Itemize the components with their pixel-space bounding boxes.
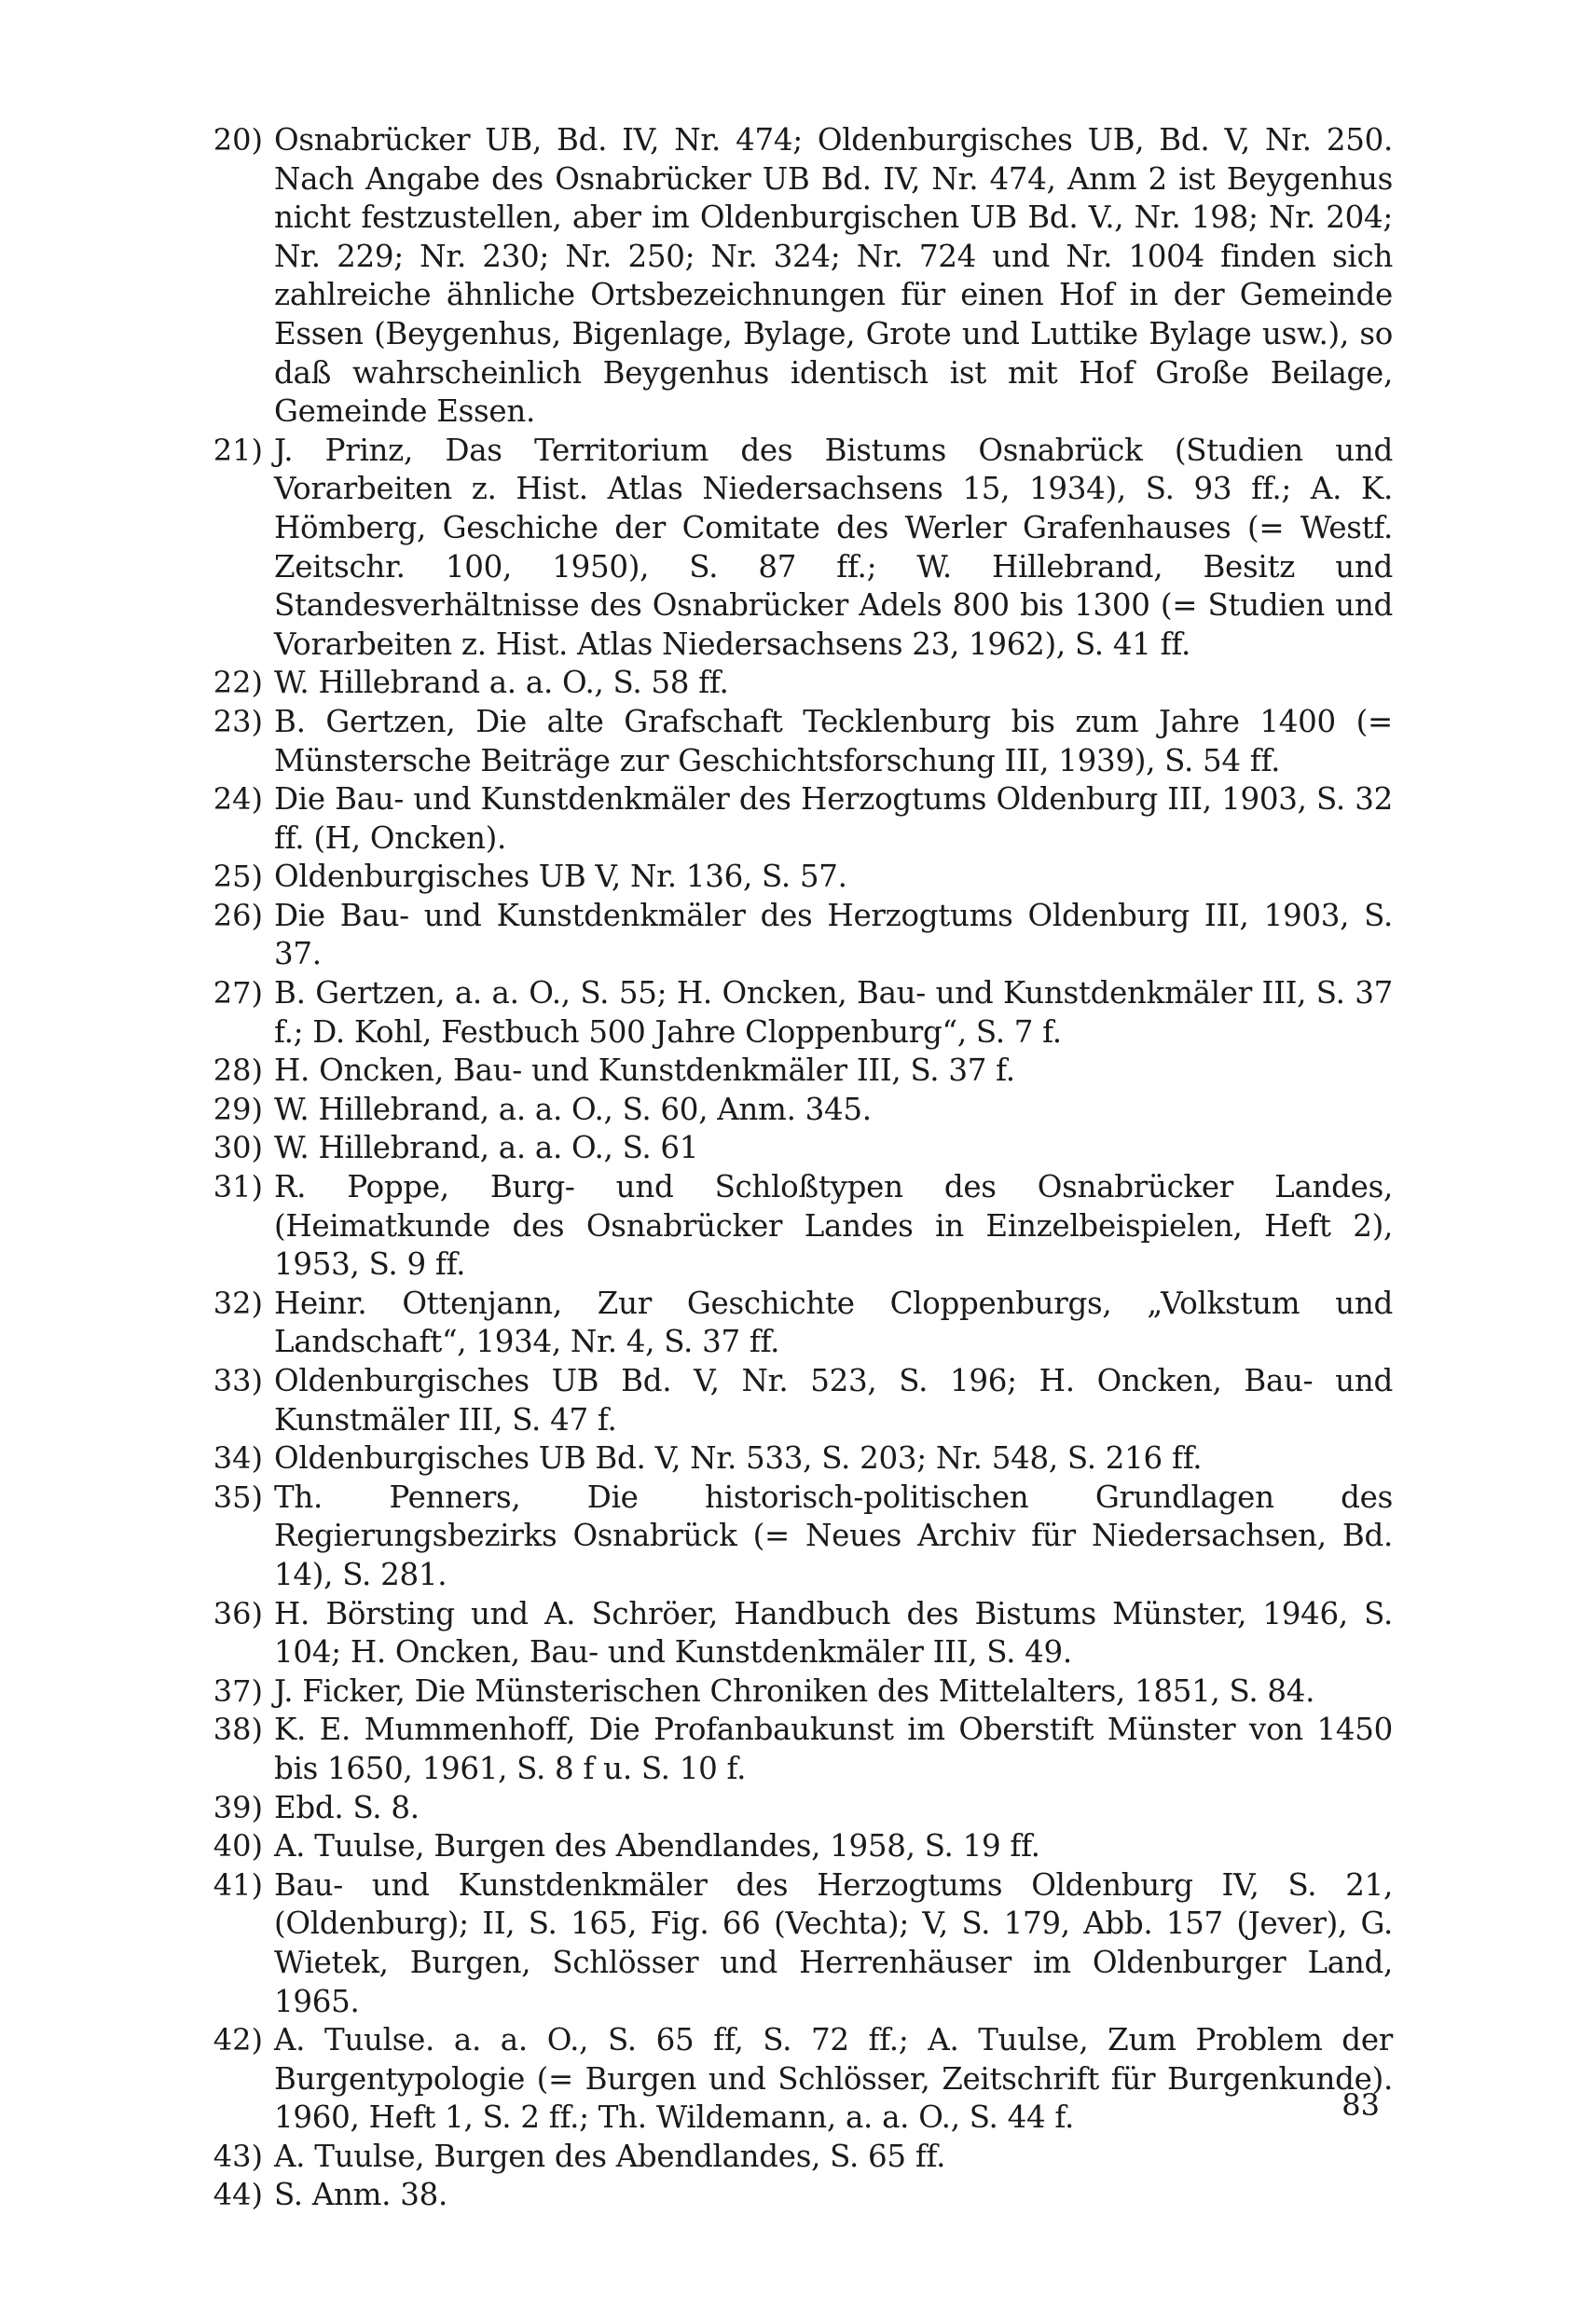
footnote-number: 30): [213, 1130, 263, 1166]
footnote-number: 29): [213, 1091, 263, 1127]
footnote-text: R. Poppe, Burg- und Schloßtypen des Osnabrücker Landes, (Heimatkunde des Osnabrücker Landes in Einzelbeispielen, Heft 2), 1953, S. 9 ff.: [274, 1169, 1393, 1283]
footnote-number: 25): [213, 859, 263, 895]
footnote-entry: [198, 1672, 1382, 1712]
footnotes-list: [198, 121, 1393, 2215]
footnote-entry: [198, 1168, 1393, 1285]
footnote-entry: [198, 432, 1393, 665]
footnote-text: J. Prinz, Das Territorium des Bistums Osnabrück (Studien und Vorarbeiten z. Hist. Atlas Niedersachsens 15, 1934), S. 93 ff.; A. K. Hömberg, Geschiche der Comitate des Werler Grafenhauses (= Westf. Zeitschr. 100, 1950), S. 87 ff.; W. Hillebrand, Besitz und Standesverhältnisse des Osnabrücker Adels 800 bis 1300 (= Studien und Vorarbeiten z. Hist. Atlas Niedersachsens 23, 1962), S. 41 ff.: [274, 432, 1393, 662]
footnote-entry: [198, 780, 1393, 858]
footnote-entry: [198, 1711, 1393, 1788]
footnote-text: Oldenburgisches UB Bd. V, Nr. 533, S. 203; Nr. 548, S. 216 ff.: [274, 1440, 1203, 1477]
footnote-number: 40): [213, 1828, 263, 1865]
footnote-text: Bau- und Kunstdenkmäler des Herzogtums Oldenburg IV, S. 21, (Oldenburg); II, S. 165, Fig. 66 (Vechta); V, S. 179, Abb. 157 (Jever), G. Wietek, Burgen, Schlösser und Herrenhäuser im Oldenburger Land, 1965.: [274, 1866, 1393, 2019]
footnote-entry: [198, 1439, 1382, 1479]
footnote-text: W. Hillebrand, a. a. O., S. 60, Anm. 345.: [274, 1091, 872, 1127]
footnote-number: 32): [213, 1285, 263, 1321]
footnote-number: 23): [213, 703, 263, 739]
footnote-entry: [198, 1129, 1382, 1168]
footnote-text: Die Bau- und Kunstdenkmäler des Herzogtums Oldenburg III, 1903, S. 32 ff. (H, Oncken).: [274, 781, 1393, 856]
footnote-entry: [198, 1479, 1393, 1595]
footnote-text: Oldenburgisches UB Bd. V, Nr. 523, S. 196; H. Oncken, Bau- und Kunstmäler III, S. 47 f.: [274, 1363, 1393, 1438]
footnote-number: 26): [213, 897, 263, 933]
footnote-entry: [198, 1789, 1382, 1828]
footnote-number: 34): [213, 1440, 263, 1477]
footnote-number: 38): [213, 1712, 263, 1748]
footnote-number: 28): [213, 1053, 263, 1089]
footnote-number: 27): [213, 975, 263, 1012]
footnote-text: A. Tuulse, Burgen des Abendlandes, S. 65 ff.: [274, 2138, 946, 2174]
footnote-entry: [198, 121, 1393, 432]
footnote-entry: [198, 1052, 1382, 1091]
footnote-entry: [198, 858, 1382, 897]
footnote-entry: [198, 897, 1393, 974]
footnote-text: A. Tuulse. a. a. O., S. 65 ff, S. 72 ff.; A. Tuulse, Zum Problem der Burgentypologie (= Burgen und Schlösser, Zeitschrift für Burgenkunde). 1960, Heft 1, S. 2 ff.; Th. Wildemann, a. a. O., S. 44 f.: [274, 2022, 1393, 2136]
footnote-number: 41): [213, 1866, 263, 1903]
footnote-entry: [198, 703, 1393, 780]
footnote-text: Die Bau- und Kunstdenkmäler des Herzogtums Oldenburg III, 1903, S. 37.: [274, 897, 1393, 972]
footnote-number: 39): [213, 1789, 263, 1825]
footnote-text: H. Börsting und A. Schröer, Handbuch des Bistums Münster, 1946, S. 104; H. Oncken, Bau- und Kunstdenkmäler III, S. 49.: [274, 1595, 1393, 1671]
footnote-text: B. Gertzen, Die alte Grafschaft Tecklenburg bis zum Jahre 1400 (= Münstersche Beiträge zur Geschichtsforschung III, 1939), S. 54 ff.: [274, 703, 1393, 778]
footnote-entry: [198, 1285, 1393, 1362]
footnote-number: 43): [213, 2138, 263, 2174]
footnote-entry: [198, 2021, 1393, 2138]
footnote-number: 33): [213, 1363, 263, 1398]
footnote-entry: [198, 1866, 1393, 2021]
footnote-entry: [198, 1595, 1393, 1672]
page-number: 83: [1341, 2087, 1380, 2123]
footnote-entry: [198, 1091, 1382, 1130]
footnote-text: B. Gertzen, a. a. O., S. 55; H. Oncken, Bau- und Kunstdenkmäler III, S. 37 f.; D. Kohl, Festbuch 500 Jahre Cloppenburg“, S. 7 f.: [274, 975, 1393, 1050]
footnote-text: S. Anm. 38.: [274, 2177, 448, 2213]
footnote-text: Oldenburgisches UB V, Nr. 136, S. 57.: [274, 859, 847, 895]
footnote-text: Osnabrücker UB, Bd. IV, Nr. 474; Oldenburgisches UB, Bd. V, Nr. 250. Nach Angabe des Osnabrücker UB Bd. IV, Nr. 474, Anm 2 ist Beygenhus nicht festzustellen, aber im Oldenburgischen UB Bd. V., Nr. 198; Nr. 204; Nr. 229; Nr. 230; Nr. 250; Nr. 324; Nr. 724 und Nr. 1004 finden sich zahlreiche ähnliche Ortsbezeichnungen für einen Hof in der Gemeinde Essen (Beygenhus, Bigenlage, Bylage, Grote und Luttike Bylage usw.), so daß wahrscheinlich Beygenhus identisch ist mit Hof Große Beilage, Gemeinde Essen.: [274, 122, 1393, 430]
footnote-number: 36): [213, 1595, 263, 1631]
footnote-entry: [198, 2138, 1382, 2177]
footnote-number: 21): [213, 432, 263, 468]
footnote-entry: [198, 974, 1393, 1052]
footnote-text: Ebd. S. 8.: [274, 1789, 420, 1825]
footnote-number: 24): [213, 781, 263, 818]
footnote-number: 37): [213, 1672, 263, 1709]
footnote-entry: [198, 664, 1382, 703]
footnote-number: 20): [213, 122, 263, 158]
footnote-text: W. Hillebrand, a. a. O., S. 61: [274, 1130, 699, 1166]
footnote-text: Th. Penners, Die historisch-politischen Grundlagen des Regierungsbezirks Osnabrück (= Neues Archiv für Niedersachsen, Bd. 14), S. 281.: [274, 1479, 1393, 1592]
footnote-entry: [198, 2176, 1382, 2215]
footnote-number: 35): [213, 1479, 263, 1515]
footnote-number: 22): [213, 665, 263, 701]
footnote-text: H. Oncken, Bau- und Kunstdenkmäler III, S. 37 f.: [274, 1053, 1015, 1089]
footnote-number: 44): [213, 2177, 263, 2213]
footnote-entry: [198, 1362, 1393, 1439]
footnote-entry: [198, 1827, 1382, 1866]
footnote-text: A. Tuulse, Burgen des Abendlandes, 1958, S. 19 ff.: [274, 1828, 1040, 1865]
footnote-text: J. Ficker, Die Münsterischen Chroniken des Mittelalters, 1851, S. 84.: [274, 1672, 1315, 1709]
footnote-text: K. E. Mummenhoff, Die Profanbaukunst im Oberstift Münster von 1450 bis 1650, 1961, S. 8 f u. S. 10 f.: [274, 1712, 1393, 1786]
footnote-text: W. Hillebrand a. a. O., S. 58 ff.: [274, 665, 729, 701]
footnote-number: 42): [213, 2022, 263, 2058]
footnote-text: Heinr. Ottenjann, Zur Geschichte Cloppenburgs, „Volkstum und Landschaft“, 1934, Nr. 4, S. 37 ff.: [274, 1285, 1393, 1360]
footnote-number: 31): [213, 1169, 263, 1205]
